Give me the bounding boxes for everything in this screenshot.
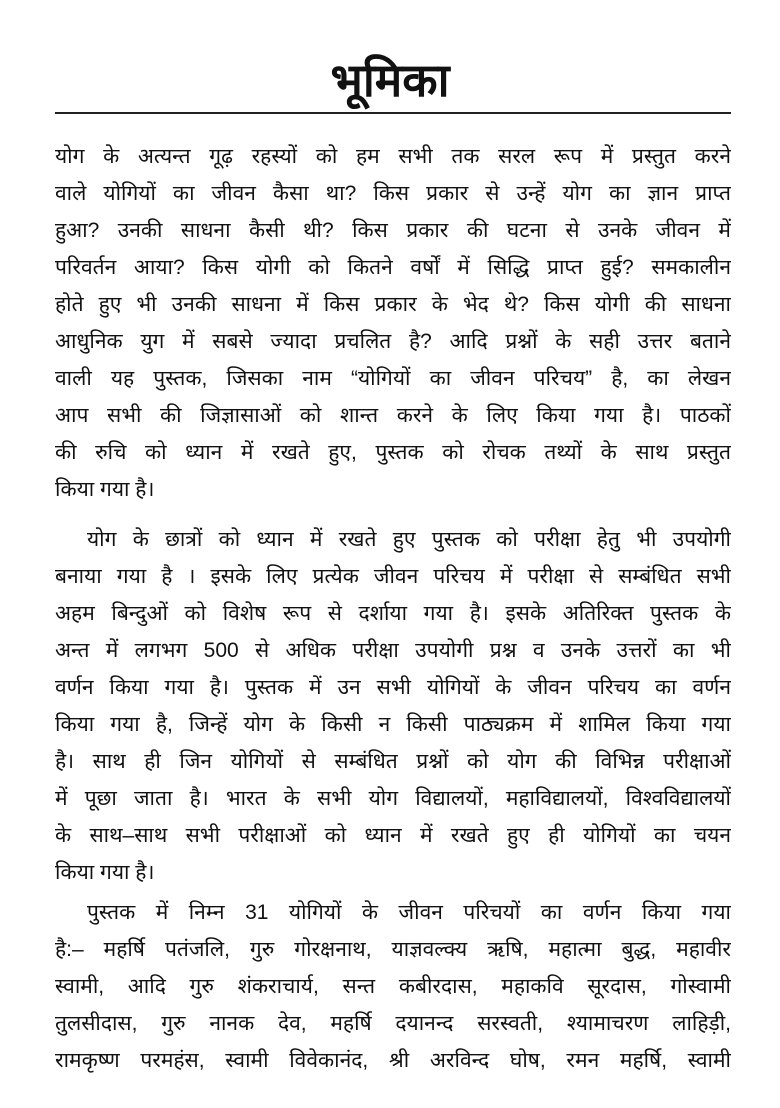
text-line: योग के छात्रों को ध्यान में रखते हुए पुस्तक को परीक्षा हेतु भी उपयोगी (87, 528, 731, 551)
text-line: अन्त में लगभग 500 से अधिक परीक्षा उपयोगी प्रश्न व उनके उत्तरों का भी (55, 639, 731, 662)
text-line: पुस्तक में निम्न 31 योगियों के जीवन परिचयों का वर्णन किया गया (87, 901, 731, 924)
paragraph-introduction (55, 138, 731, 508)
text-line: में पूछा जाता है। भारत के सभी योग विद्यालयों, महाविद्यालयों, विश्वविद्यालयों (55, 787, 731, 810)
text-line: किया गया है। (55, 861, 155, 884)
text-line: वर्णन किया गया है। पुस्तक में उन सभी योगियों के जीवन परिचय का वर्णन (55, 676, 731, 699)
paragraph-exam-usefulness (55, 521, 731, 891)
text-line: हुआ? उनकी साधना कैसी थी? किस प्रकार की घटना से उनके जीवन में (55, 219, 731, 242)
text-line: बनाया गया है । इसके लिए प्रत्येक जीवन परिचय में परीक्षा से सम्बंधित सभी (55, 565, 731, 588)
text-line: किया गया है। (55, 478, 155, 501)
text-line: किया गया है, जिन्हें योग के किसी न किसी पाठ्यक्रम में शामिल किया गया (55, 713, 731, 736)
text-line: वाले योगियों का जीवन कैसा था? किस प्रकार से उन्हें योग का ज्ञान प्राप्त (55, 182, 731, 205)
text-line: स्वामी, आदि गुरु शंकराचार्य, सन्त कबीरदास, महाकवि सूरदास, गोस्वामी (55, 975, 731, 998)
text-line: वाली यह पुस्तक, जिसका नाम “योगियों का जीवन परिचय” है, का लेखन (55, 367, 731, 390)
text-line: तुलसीदास, गुरु नानक देव, महर्षि दयानन्द सरस्वती, श्यामाचरण लाहिड़ी, (55, 1012, 731, 1035)
text-line: है:– महर्षि पतंजलि, गुरु गोरक्षनाथ, याज्ञवल्क्य ऋषि, महात्मा बुद्ध, महावीर (55, 938, 731, 961)
text-line: की रुचि को ध्यान में रखते हुए, पुस्तक को रोचक तथ्यों के साथ प्रस्तुत (55, 441, 731, 464)
page-title: भूमिका (330, 54, 450, 106)
text-line: अहम बिन्दुओं को विशेष रूप से दर्शाया गया है। इसके अतिरिक्त पुस्तक के (55, 602, 731, 625)
text-line: आधुनिक युग में सबसे ज्यादा प्रचलित है? आदि प्रश्नों के सही उत्तर बताने (55, 330, 731, 353)
title-underline-divider (55, 112, 731, 114)
text-line: रामकृष्ण परमहंस, स्वामी विवेकानंद, श्री अरविन्द घोष, रमन महर्षि, स्वामी (55, 1049, 731, 1072)
text-line: योग के अत्यन्त गूढ़ रहस्यों को हम सभी तक सरल रूप में प्रस्तुत करने (55, 145, 731, 168)
paragraph-yogi-list (55, 894, 731, 1079)
text-line: है। साथ ही जिन योगियों से सम्बंधित प्रश्नों को योग की विभिन्न परीक्षाओं (55, 750, 731, 773)
text-line: के साथ–साथ सभी परीक्षाओं को ध्यान में रखते हुए ही योगियों का चयन (55, 824, 731, 847)
text-line: परिवर्तन आया? किस योगी को कितने वर्षों में सिद्धि प्राप्त हुई? समकालीन (55, 256, 731, 279)
text-line: आप सभी की जिज्ञासाओं को शान्त करने के लिए किया गया है। पाठकों (55, 404, 731, 427)
text-line: होते हुए भी उनकी साधना में किस प्रकार के भेद थे? किस योगी की साधना (55, 293, 731, 316)
